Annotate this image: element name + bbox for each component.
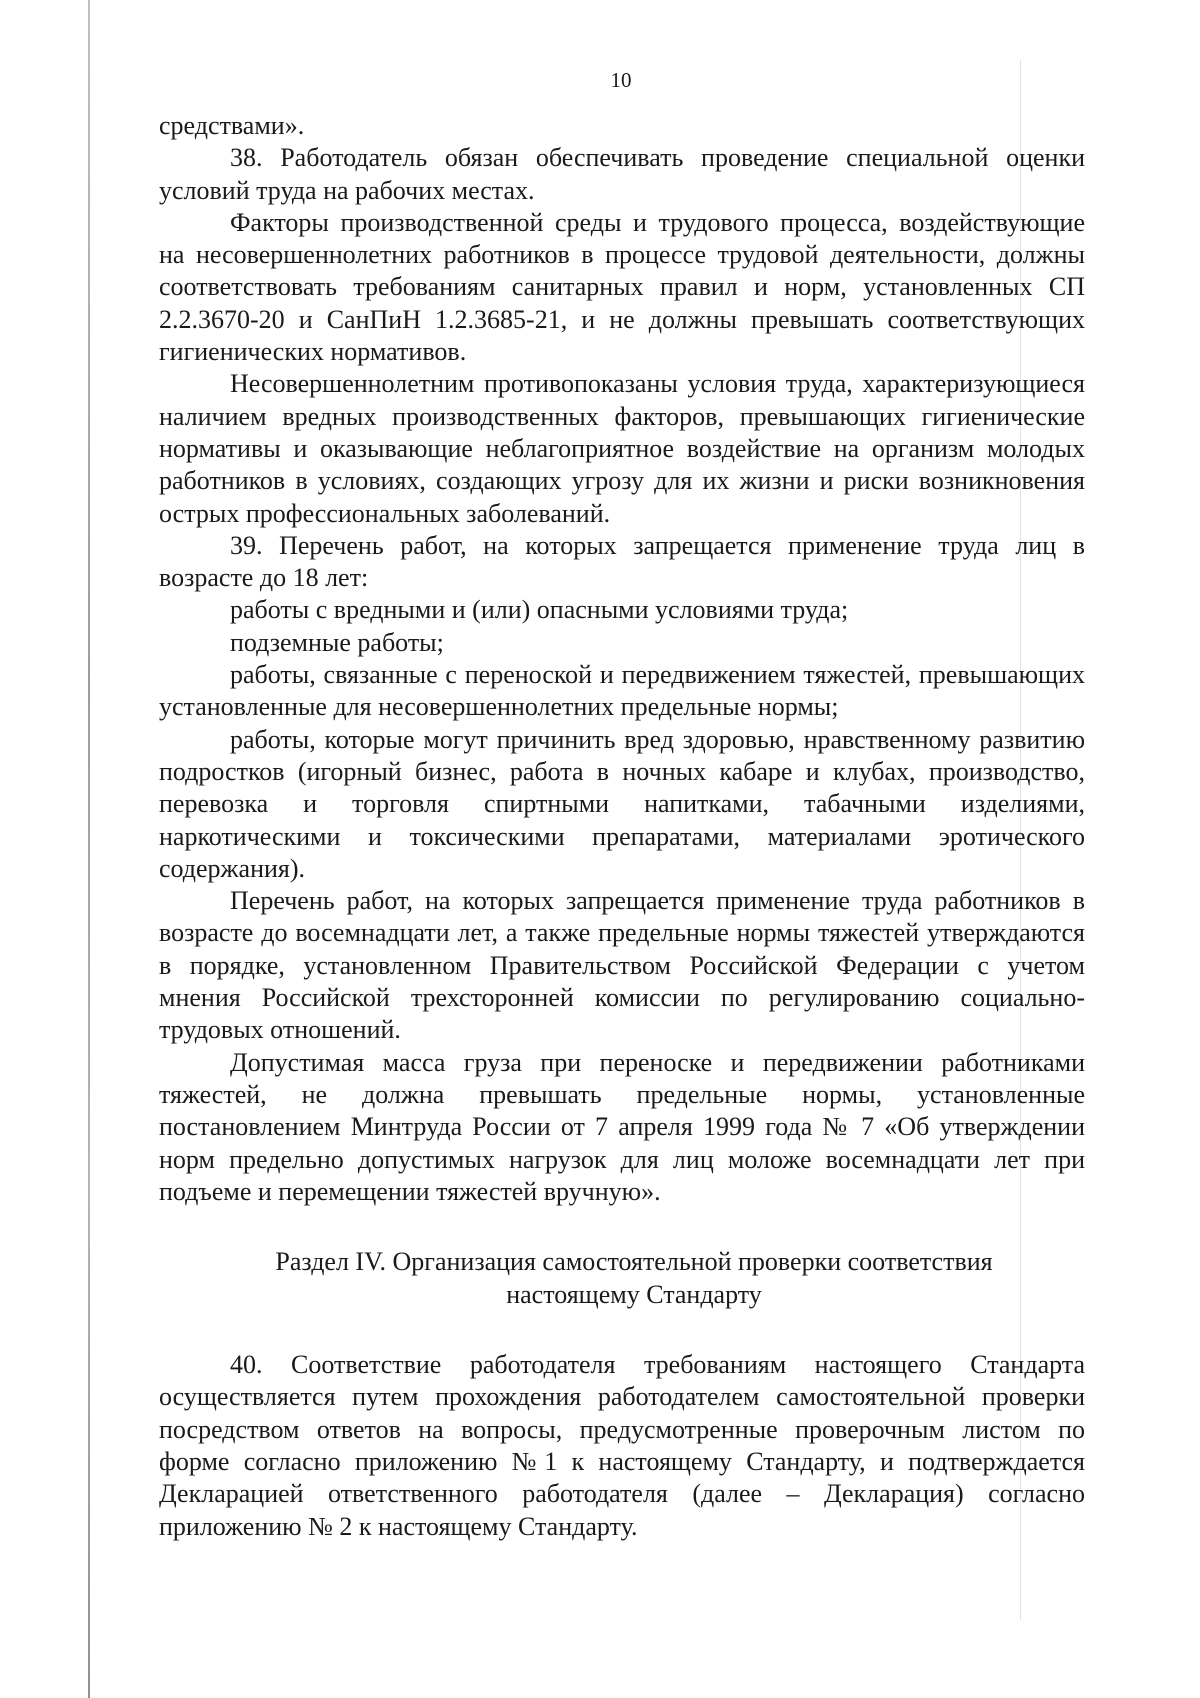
paragraph: 39. Перечень работ, на которых запрещается применение труда лиц в возрасте до 18 лет: — [159, 530, 1085, 593]
list-item: подземные работы; — [230, 627, 444, 657]
list-item: работы, связанные с переноской и передвижением тяжестей, превышающих установленные для несовершеннолетних предельные нормы; — [159, 660, 1085, 722]
section-heading-line: настоящему Стандарту — [506, 1279, 762, 1309]
document-body — [159, 110, 1085, 1543]
scan-edge — [88, 0, 90, 1698]
section-heading-line: Раздел IV. Организация самостоятельной проверки соответствия — [275, 1247, 993, 1277]
paragraph: Несовершеннолетним противопоказаны условия труда, характеризующиеся наличием вредных производственных факторов, превышающих гигиенические нормативы и оказывающие неблагоприятное воздействие на организм молодых работников в условиях, создающих угрозу для их жизни и риски возникновения острых профессиональных заболеваний. — [159, 369, 1085, 528]
paragraph: 40. Соответствие работодателя требованиям настоящего Стандарта осуществляется путем прохождения работодателем самостоятельной проверки посредством ответов на вопросы, предусмотренные проверочным листом по форме согласно приложению №1 к настоящему Стандарту, и подтверждается Декларацией ответственного работодателя (далее – Декларация) согласно приложению № 2 к настоящему Стандарту. — [159, 1350, 1085, 1541]
section-heading — [159, 1246, 1085, 1311]
list-item: работы с вредными и (или) опасными условиями труда; — [230, 595, 849, 625]
paragraph: Допустимая масса груза при переноске и передвижении работниками тяжестей, не должна превышать предельные нормы, установленные постановлением Минтруда России от 7 апреля 1999 года № 7 «Об утверждении норм предельно допустимых нагрузок для лиц моложе восемнадцати лет при подъеме и перемещении тяжестей вручную». — [159, 1047, 1085, 1206]
paragraph: средствами». — [159, 111, 305, 140]
paragraph: 38. Работодатель обязан обеспечивать проведение специальной оценки условий труда на рабочих местах. — [159, 143, 1085, 205]
list-item: работы, которые могут причинить вред здоровью, нравственному развитию подростков (игорный бизнес, работа в ночных кабаре и клубах, производство, перевозка и торговля спиртными напитками, табачными изделиями, наркотическими и токсическими препаратами, материалами эротического содержания). — [159, 724, 1085, 883]
paragraph: Перечень работ, на которых запрещается применение труда работников в возрасте до восемнадцати лет, а также предельные нормы тяжестей утверждаются в порядке, установленном Правительством Российской Федерации с учетом мнения Российской трехсторонней комиссии по регулированию социально-трудовых отношений. — [159, 886, 1085, 1045]
page-number: 10 — [610, 68, 632, 92]
paragraph: Факторы производственной среды и трудового процесса, воздействующие на несовершеннолетних работников в процессе трудовой деятельности, должны соответствовать требованиям санитарных правил и норм, установленных СП 2.2.3670-20 и СанПиН 1.2.3685-21, и не должны превышать соответствующих гигиенических нормативов. — [159, 207, 1085, 367]
